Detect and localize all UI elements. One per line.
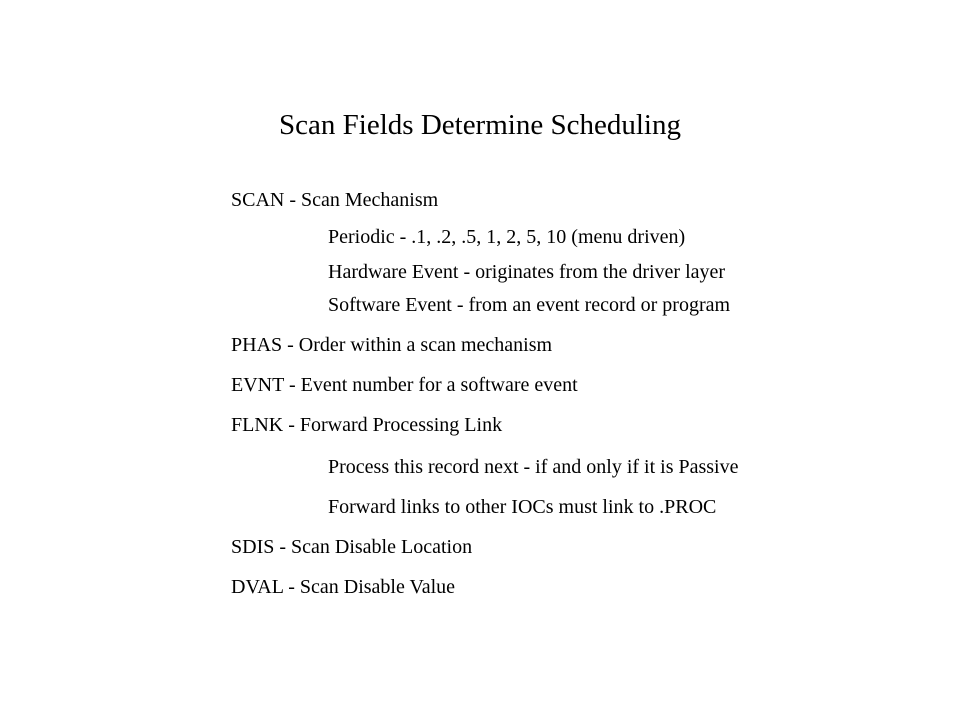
field-evnt: EVNT - Event number for a software event xyxy=(231,374,578,396)
scan-software-event: Software Event - from an event record or program xyxy=(328,294,731,316)
scan-hardware-event: Hardware Event - originates from the driver layer xyxy=(328,261,726,283)
slide-title: Scan Fields Determine Scheduling xyxy=(279,109,681,141)
flnk-process-next: Process this record next - if and only if it is Passive xyxy=(328,456,739,478)
field-sdis: SDIS - Scan Disable Location xyxy=(231,536,473,558)
field-flnk: FLNK - Forward Processing Link xyxy=(231,414,503,436)
field-dval: DVAL - Scan Disable Value xyxy=(231,576,456,598)
scan-periodic: Periodic - .1, .2, .5, 1, 2, 5, 10 (menu driven) xyxy=(328,226,686,248)
field-scan: SCAN - Scan Mechanism xyxy=(231,189,439,211)
field-phas: PHAS - Order within a scan mechanism xyxy=(231,334,553,356)
flnk-forward-links: Forward links to other IOCs must link to .PROC xyxy=(328,496,717,518)
